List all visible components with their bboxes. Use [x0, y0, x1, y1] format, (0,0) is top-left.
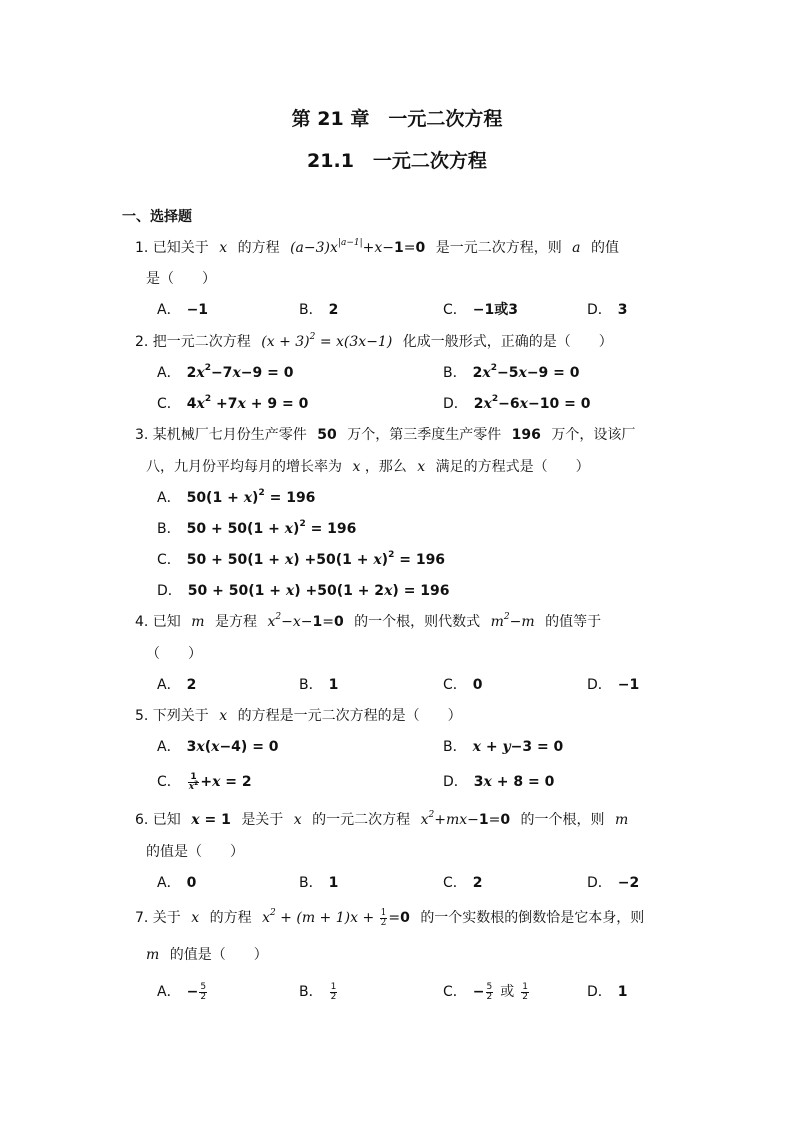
- math-expression: $m^2-m$: [490, 612, 535, 630]
- question-text: 是一元二次方程，则: [435, 240, 562, 256]
- question-1: [135, 238, 619, 258]
- math-expression: 3x(x−4) = 0: [186, 739, 279, 755]
- question-text: 万个，第三季度生产零件: [347, 427, 502, 443]
- option-d[interactable]: [587, 675, 639, 695]
- section-title: 21.1 一元二次方程: [307, 150, 487, 172]
- section-header: 一、选择题: [122, 209, 192, 225]
- math-expression: − $\frac{5}{2}$: [186, 981, 207, 1002]
- option-label: A．: [157, 875, 181, 891]
- math-var: x: [352, 459, 361, 475]
- option-value: 1: [617, 984, 628, 1000]
- math-var: a: [572, 240, 581, 256]
- question-3-cont: [146, 457, 590, 477]
- question-text: 的一元二次方程: [312, 812, 411, 828]
- question-6: [135, 810, 628, 830]
- option-text: 或: [500, 984, 515, 1000]
- option-label: C．: [157, 774, 181, 790]
- math-expression: x = 1: [191, 812, 231, 828]
- question-text: 的方程: [209, 910, 252, 926]
- option-label: B．: [299, 875, 323, 891]
- question-text: 5. 下列关于: [135, 708, 209, 724]
- math-expression: $x^2+mx-1=0$: [420, 810, 511, 828]
- question-4-cont: （ ）: [146, 646, 202, 662]
- math-expression: $2x^2-5x-9 = 0$: [472, 363, 580, 381]
- math-expression: $(a-3)x^{|a-1|}+x-1=0$: [290, 238, 426, 256]
- question-text: 的值等于: [545, 614, 602, 630]
- option-value: 0: [472, 677, 483, 693]
- option-d[interactable]: [587, 300, 628, 320]
- option-label: C．: [443, 302, 467, 318]
- math-var: m: [615, 812, 629, 828]
- option-d[interactable]: [587, 982, 628, 1002]
- math-expression: $50(1 + x)^2 = 196$: [186, 488, 316, 506]
- option-a[interactable]: [157, 675, 196, 695]
- option-label: A．: [157, 739, 181, 755]
- option-label: D．: [443, 396, 468, 412]
- option-label: C．: [443, 875, 467, 891]
- option-value: 0: [186, 875, 197, 891]
- option-b[interactable]: [299, 873, 338, 893]
- math-expression: $2x^2-7x-9 = 0$: [186, 363, 294, 381]
- option-a[interactable]: [157, 363, 294, 383]
- math-expression: $x^2-x-1=0$: [267, 612, 344, 630]
- option-c[interactable]: [443, 675, 483, 695]
- math-expression: $50 + 50(1 + x)^2 = 196$: [186, 519, 357, 537]
- option-value: 1: [328, 677, 339, 693]
- question-text: 万个，设该厂: [551, 427, 636, 443]
- math-var: x: [219, 240, 228, 256]
- question-7-cont: [146, 945, 268, 965]
- math-expression: − $\frac{5}{2}$: [472, 981, 493, 1002]
- option-value: −1或3: [472, 302, 518, 318]
- question-text: 是关于: [241, 812, 284, 828]
- option-a[interactable]: [157, 982, 208, 1002]
- question-2: [135, 332, 613, 352]
- question-1-cont: 是（ ）: [146, 271, 216, 287]
- option-label: A．: [157, 302, 181, 318]
- option-label: B．: [443, 739, 467, 755]
- question-text: 7. 关于: [135, 910, 181, 926]
- option-c[interactable]: [443, 982, 530, 1002]
- option-c[interactable]: [157, 772, 252, 792]
- option-d[interactable]: [443, 772, 554, 792]
- option-value: 2: [472, 875, 483, 891]
- option-a[interactable]: [157, 300, 208, 320]
- option-label: C．: [443, 677, 467, 693]
- question-text: 1. 已知关于: [135, 240, 209, 256]
- option-a[interactable]: [157, 873, 196, 893]
- math-var: m: [191, 614, 205, 630]
- option-label: B．: [157, 521, 181, 537]
- math-expression: 50 + 50(1 + x) +50(1 + 2x) = 196: [187, 583, 450, 599]
- option-label: B．: [299, 677, 323, 693]
- option-label: B．: [443, 365, 467, 381]
- option-label: A．: [157, 365, 181, 381]
- question-text: 的方程是一元二次方程的是（ ）: [237, 708, 462, 724]
- math-expression: $\frac{1}{2}$: [330, 981, 337, 1002]
- option-label: A．: [157, 984, 181, 1000]
- option-value: −2: [617, 875, 640, 891]
- option-label: D．: [157, 583, 182, 599]
- chapter-title: 第 21 章 一元二次方程: [291, 108, 503, 130]
- option-d[interactable]: [443, 394, 590, 414]
- question-text: 八，九月份平均每月的增长率为: [146, 459, 342, 475]
- question-text: 满足的方程式是（ ）: [435, 459, 590, 475]
- option-value: 2: [186, 677, 197, 693]
- question-7: [135, 908, 644, 928]
- option-value: −1: [186, 302, 209, 318]
- math-var: m: [146, 947, 160, 963]
- math-expression: $(x + 3)^2 = x(3x-1)$: [261, 332, 393, 350]
- option-d[interactable]: [587, 873, 639, 893]
- option-label: A．: [157, 677, 181, 693]
- math-var: x: [219, 708, 228, 724]
- question-text: 的值: [590, 240, 619, 256]
- math-expression: x + y−3 = 0: [472, 739, 564, 755]
- math-expression: $x^2 + (m + 1)x$ + $\frac{1}{2}$ =0: [262, 907, 410, 928]
- question-6-cont: 的值是（ ）: [146, 844, 244, 860]
- math-expression: $\frac{1}{x^2}$ +x = 2: [188, 771, 252, 792]
- question-text: 6. 已知: [135, 812, 181, 828]
- math-expression: $\frac{1}{2}$: [522, 981, 528, 1002]
- option-label: C．: [157, 552, 181, 568]
- option-label: A．: [157, 490, 181, 506]
- option-b[interactable]: [443, 363, 580, 383]
- math-expression: 3x + 8 = 0: [473, 774, 555, 790]
- question-text: 4. 已知: [135, 614, 181, 630]
- option-value: 1: [328, 875, 339, 891]
- option-label: D．: [587, 984, 612, 1000]
- option-label: D．: [587, 302, 612, 318]
- question-text: 的一个实数根的倒数恰是它本身，则: [420, 910, 645, 926]
- math-var: x: [191, 910, 200, 926]
- option-label: B．: [299, 984, 323, 1000]
- option-value: 3: [617, 302, 628, 318]
- question-text: 是方程: [215, 614, 257, 630]
- question-text: 的方程: [237, 240, 280, 256]
- option-c[interactable]: [443, 873, 483, 893]
- question-4: [135, 612, 601, 632]
- option-label: D．: [443, 774, 468, 790]
- math-var: x: [417, 459, 426, 475]
- option-b[interactable]: [157, 519, 356, 539]
- math-expression: $4x^2 +7x + 9 = 0$: [186, 394, 309, 412]
- question-text: 的值是（ ）: [169, 947, 268, 963]
- option-label: D．: [587, 875, 612, 891]
- option-value: −1: [617, 677, 640, 693]
- option-label: B．: [299, 302, 323, 318]
- option-c[interactable]: [157, 394, 308, 414]
- math-expression: $2x^2-6x-10 = 0$: [473, 394, 591, 412]
- math-number: 196: [511, 427, 541, 443]
- option-b[interactable]: [299, 982, 338, 1002]
- question-5: [135, 706, 462, 726]
- question-text: 化成一般形式，正确的是（ ）: [402, 334, 613, 350]
- option-b[interactable]: [443, 737, 563, 757]
- option-c[interactable]: [443, 300, 518, 320]
- option-a[interactable]: [157, 737, 279, 757]
- math-expression: $50 + 50(1 + x) +50(1 + x)^2 = 196$: [186, 550, 446, 568]
- question-text: 的一个根，则代数式: [354, 614, 481, 630]
- math-var: x: [293, 812, 302, 828]
- option-label: C．: [443, 984, 467, 1000]
- math-number: 50: [317, 427, 337, 443]
- option-c[interactable]: [157, 550, 445, 570]
- question-text: 3. 某机械厂七月份生产零件: [135, 427, 307, 443]
- option-label: C．: [157, 396, 181, 412]
- question-text: ，那么: [364, 459, 407, 475]
- option-label: D．: [587, 677, 612, 693]
- option-b[interactable]: [299, 300, 338, 320]
- question-3: [135, 425, 635, 445]
- option-a[interactable]: [157, 488, 315, 508]
- option-b[interactable]: [299, 675, 338, 695]
- question-text: 2. 把一元二次方程: [135, 334, 251, 350]
- option-d[interactable]: [157, 581, 450, 601]
- option-value: 2: [328, 302, 339, 318]
- fraction: $\frac{1}{x^2}$: [188, 771, 199, 792]
- question-text: 的一个根，则: [520, 812, 605, 828]
